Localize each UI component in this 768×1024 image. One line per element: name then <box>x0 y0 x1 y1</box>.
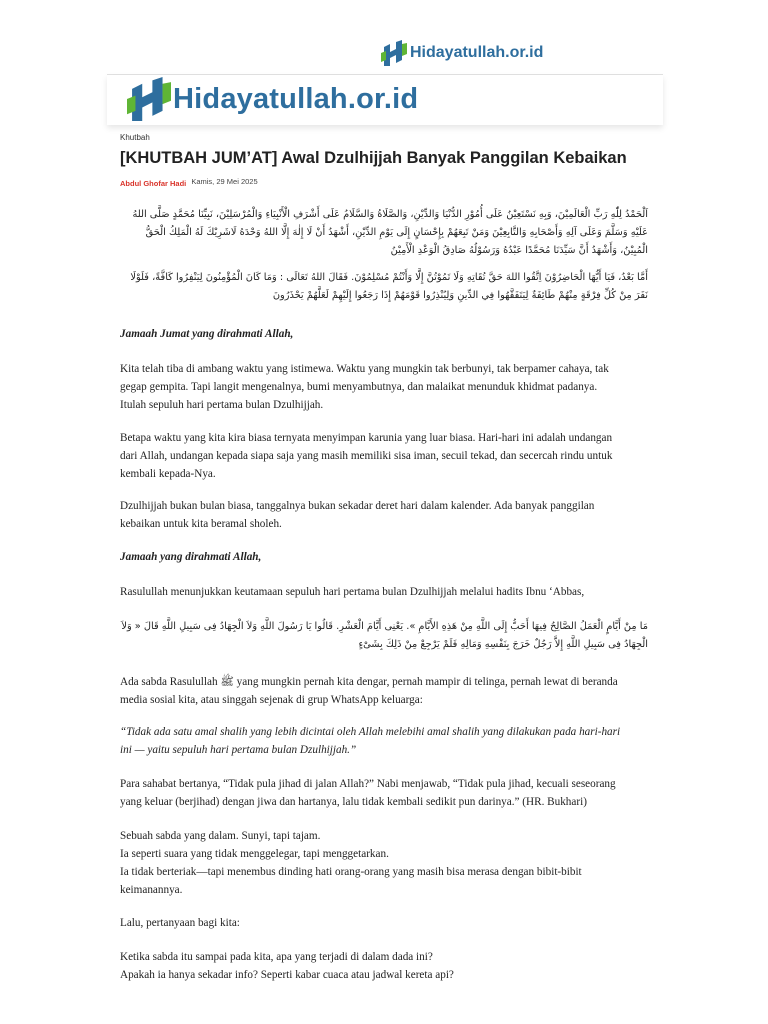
arabic-text: أَمَّا بَعْدُ، فَيَا أَيُّهَا الْحَاضِرُوْنَ اِتَّقُوا اللهَ حَقَّ تُقَاتِهِ وَلَا تَمُوْتُنَّ إِلَّا وَأَنْتُمْ مُسْلِمُوْنَ. فَقَالَ اللهُ تَعَالَى : وَمَا كَانَ الْمُؤْمِنُونَ لِيَنْفِرُوا كَافَّةً، فَلَوْلَا نَفَرَ مِنْ كُلِّ فِرْقَةٍ مِنْهُمْ طَائِفَةٌ لِيَتَفَقَّهُوا فِي الدِّينِ وَلِيُنْذِرُوا قَوْمَهُمْ إِذَا رَجَعُوا إِلَيْهِمْ لَعَلَّهُمْ يَحْذَرُونَ <box>130 272 648 301</box>
site-logo-small[interactable] <box>381 40 543 66</box>
paragraph-line: keimanannya. <box>120 884 183 896</box>
paragraph <box>120 775 655 811</box>
paragraph <box>120 673 655 709</box>
salutation: Jamaah Jumat yang dirahmati Allah, <box>120 328 294 340</box>
hadith-quote <box>120 723 655 759</box>
site-header <box>0 0 768 75</box>
paragraph-line: yang keluar (berjihad) dengan jiwa dan hartanya, lalu tidak kembali sedikit pun darinya.” (HR. Bukhari) <box>120 796 587 808</box>
paragraph-line: Ketika sabda itu sampai pada kita, apa yang terjadi di dalam dada ini? <box>120 951 433 963</box>
arabic-hadith <box>120 618 648 654</box>
paragraph-line: Ia tidak berteriak—tapi menembus dinding hati orang-orang yang masih bisa merasa dengan bibit-bibit <box>120 866 582 878</box>
paragraph-line: Betapa waktu yang kita kira biasa ternyata menyimpan karunia yang luar biasa. Hari-hari ini adalah undangan <box>120 432 613 444</box>
logo-text: Hidayatullah.or.id <box>173 82 419 115</box>
paragraph <box>120 948 655 984</box>
paragraph: Rasulullah menunjukkan keutamaan sepuluh hari pertama bulan Dzulhijjah melalui hadits Ibnu ‘Abbas, <box>120 586 585 598</box>
site-logo-large[interactable] <box>127 77 418 121</box>
paragraph <box>120 497 655 533</box>
paragraph-line: gegap gempita. Tapi langit mengenalnya, bumi menyambutnya, dan malaikat menunduk khidmat padanya. <box>120 381 598 393</box>
paragraph <box>120 429 655 483</box>
arabic-text: اَلْحَمْدُ لِلّٰهِ رَبِّ الْعَالَمِيْنَ، وَبِهِ نَسْتَعِيْنُ عَلَى أُمُوْرِ الدُّنْيَا وَالدِّيْنِ، وَالصَّلَاةُ وَالسَّلَامُ عَلَى أَشْرَفِ الْأَنْبِيَاءِ وَالْمُرْسَلِيْنَ، نَبِيِّنَا مُحَمَّدٍ صَلَّى اللهُ عَلَيْهِ وَسَلَّمَ وَعَلَى آلِهِ وَأَصْحَابِهِ وَالتَّابِعِيْنَ وَمَنْ تَبِعَهُمْ بِإِحْسَانٍ إِلَى يَوْمِ الدِّيْنِ، أَشْهَدُ أَنْ لَا إِلٰهَ إِلَّا اللهُ وَحْدَهُ لَاشَرِيْكَ لَهُ الْمَلِكُ الْحَقُّ الْمُبِيْنُ، وَأَشْهَدُ أَنَّ سَيِّدَنَا مُحَمَّدًا عَبْدُهُ وَرَسُوْلُهُ صَادِقُ الْوَعْدِ الْأَمِيْنُ <box>132 209 648 256</box>
paragraph-line: Apakah ia hanya sekadar info? Seperti kabar cuaca atau jadwal kereta api? <box>120 969 454 981</box>
logo-mark-icon <box>127 77 171 121</box>
paragraph-line: Para sahabat bertanya, “Tidak pula jihad di jalan Allah?” Nabi menjawab, “Tidak pula jihad, kecuali seseorang <box>120 778 616 790</box>
article-author[interactable]: Abdul Ghofar Hadi <box>120 179 187 188</box>
article-meta <box>120 179 258 188</box>
site-banner <box>107 75 663 125</box>
paragraph <box>120 360 655 414</box>
paragraph-line: kembali kepada-Nya. <box>120 468 216 480</box>
paragraph-line: Ada sabda Rasulullah ﷺ yang mungkin pernah kita dengar, pernah mampir di telinga, pernah lewat di beranda <box>120 676 618 688</box>
paragraph-line: dari Allah, undangan kepada siapa saja yang masih memiliki sisa iman, secuil tekad, dan secercah rindu untuk <box>120 450 613 462</box>
arabic-opening <box>120 206 648 260</box>
paragraph <box>120 827 655 899</box>
arabic-text: مَا مِنْ أَيَّامٍ الْعَمَلُ الصَّالِحُ فِيهَا أَحَبُّ إِلَى اللَّهِ مِنْ هَذِهِ الأَيَّامِ ». يَعْنِى أَيَّامَ الْعَشْرِ. قَالُوا يَا رَسُولَ اللَّهِ وَلاَ الْجِهَادُ فِى سَبِيلِ اللَّهِ قَالَ « وَلاَ الْجِهَادُ فِى سَبِيلِ اللَّهِ إِلاَّ رَجُلٌ خَرَجَ بِنَفْسِهِ وَمَالِهِ فَلَمْ يَرْجِعْ مِنْ ذَلِكَ بِشَىْءٍ <box>121 621 648 650</box>
article-date: Kamis, 29 Mei 2025 <box>191 177 258 186</box>
paragraph-line: Dzulhijjah bukan bulan biasa, tanggalnya bukan sekadar deret hari dalam kalender. Ada banyak panggilan <box>120 500 595 512</box>
paragraph-line: Sebuah sabda yang dalam. Sunyi, tapi tajam. <box>120 830 321 842</box>
paragraph-line: Itulah sepuluh hari pertama bulan Dzulhijjah. <box>120 399 324 411</box>
article-category[interactable]: Khutbah <box>120 133 150 142</box>
paragraph: Lalu, pertanyaan bagi kita: <box>120 917 240 929</box>
salutation: Jamaah yang dirahmati Allah, <box>120 551 262 563</box>
paragraph-line: media sosial kita, atau singgah sejenak di grup WhatsApp keluarga: <box>120 694 423 706</box>
quote-line: ini — yaitu sepuluh hari pertama bulan Dzulhijjah.” <box>120 744 357 756</box>
paragraph-line: Ia seperti suara yang tidak menggelegar, tapi menggetarkan. <box>120 848 389 860</box>
arabic-second <box>120 269 648 305</box>
logo-mark-icon <box>381 40 407 66</box>
paragraph-line: kebaikan untuk kita beramal sholeh. <box>120 518 282 530</box>
article-title: [KHUTBAH JUM’AT] Awal Dzulhijjah Banyak Panggilan Kebaikan <box>120 149 627 167</box>
logo-text: Hidayatullah.or.id <box>410 44 544 61</box>
quote-line: “Tidak ada satu amal shalih yang lebih dicintai oleh Allah melebihi amal shalih yang dilakukan pada hari-hari <box>120 726 621 738</box>
paragraph-line: Kita telah tiba di ambang waktu yang istimewa. Waktu yang mungkin tak berbunyi, tak berpamer cahaya, tak <box>120 363 609 375</box>
